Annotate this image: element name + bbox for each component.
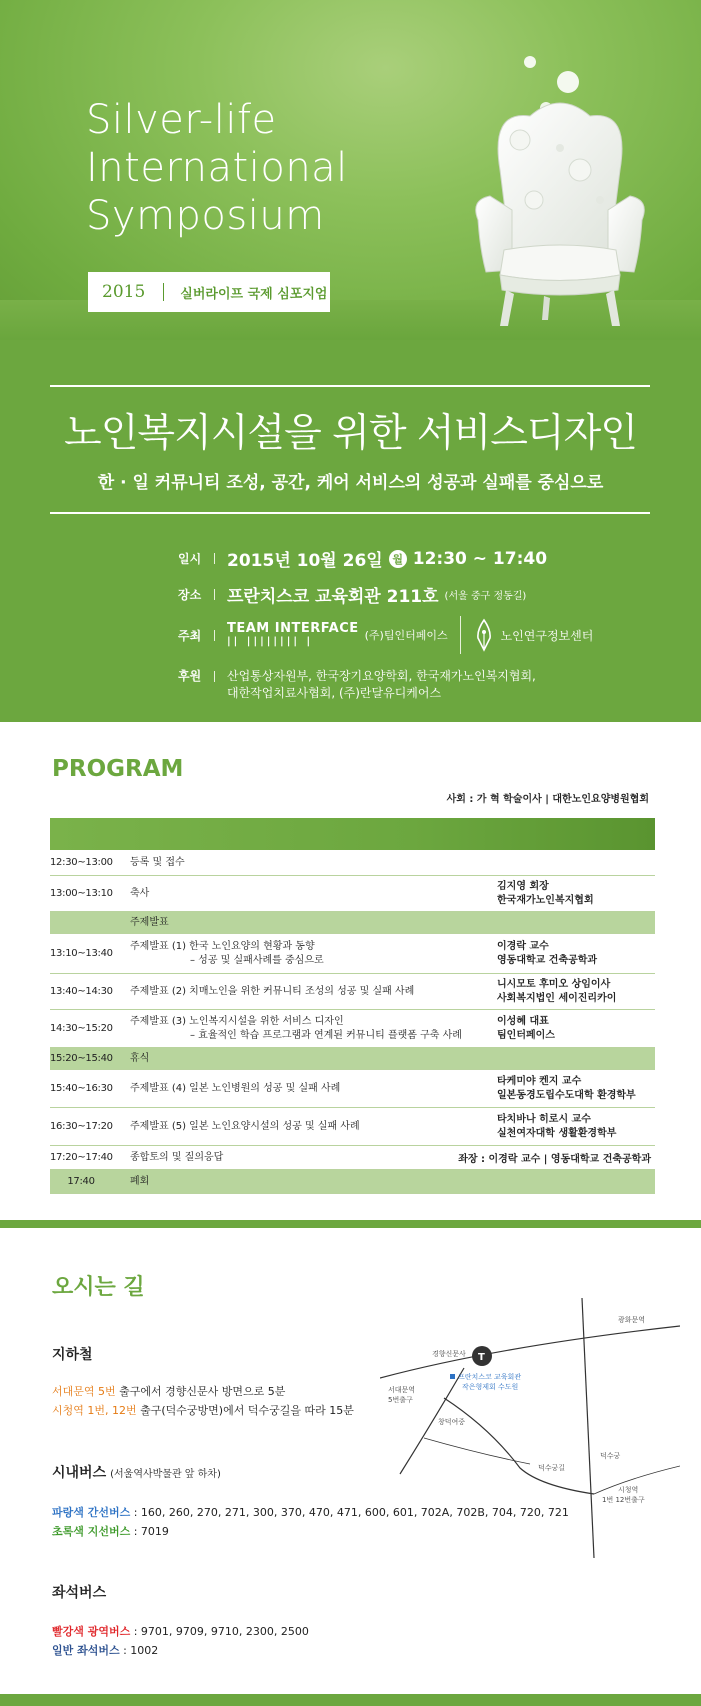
table-row-break bbox=[50, 1048, 655, 1070]
row-content: 폐회 bbox=[130, 1175, 150, 1187]
bus-type: 빨강색 광역버스 bbox=[52, 1625, 131, 1638]
year-divider bbox=[163, 283, 164, 301]
session-chair: 좌장 : 이경락 교수 | 영동대학교 건축공학과 bbox=[458, 1154, 651, 1165]
pen-nib-icon bbox=[473, 618, 495, 652]
table-row bbox=[50, 1108, 655, 1146]
year-badge bbox=[88, 272, 330, 312]
table-row bbox=[50, 1070, 655, 1108]
host-row bbox=[178, 616, 593, 654]
map-label: 덕수궁 bbox=[600, 1452, 621, 1460]
row-speaker bbox=[497, 1015, 555, 1043]
label-bar bbox=[214, 553, 215, 564]
label-bar bbox=[214, 671, 215, 682]
table-row bbox=[50, 850, 655, 876]
row-content: 주제발표 (4) 일본 노인병원의 성공 및 실패 사례 bbox=[130, 1082, 341, 1094]
row-speaker bbox=[497, 1075, 636, 1103]
location-map bbox=[380, 1298, 680, 1558]
hero-title-line: Symposium bbox=[86, 193, 325, 239]
row-content: 주제발표 (2) 치매노인을 위한 커뮤니티 조성의 성공 및 실패 사례 bbox=[130, 985, 415, 997]
map-label: 서대문역 bbox=[388, 1386, 416, 1394]
bus-numbers: : 1002 bbox=[119, 1644, 159, 1657]
section-divider-band bbox=[0, 1220, 701, 1228]
subway-station: 시청역 1번, 12번 bbox=[52, 1404, 137, 1417]
armchair-illustration-icon bbox=[460, 50, 660, 330]
label-bar bbox=[214, 589, 215, 600]
row-time: 15:40~16:30 bbox=[50, 1083, 113, 1094]
row-content: 등록 및 접수 bbox=[130, 856, 185, 868]
moderator: 사회 : 가 혁 학술이사 | 대한노인요양병원협회 bbox=[446, 794, 649, 805]
row-time: 13:40~14:30 bbox=[50, 986, 113, 997]
program-title: PROGRAM bbox=[52, 756, 184, 782]
team-interface-name: TEAM INTERFACE bbox=[227, 620, 359, 636]
map-label: 1번 12번출구 bbox=[602, 1496, 645, 1504]
host-center: 노인연구정보센터 bbox=[500, 628, 594, 643]
time-value: 12:30 ~ 17:40 bbox=[412, 548, 548, 569]
green-bus-line bbox=[52, 1523, 169, 1541]
host-divider bbox=[460, 616, 461, 654]
map-label: 5번출구 bbox=[388, 1396, 413, 1404]
venue-marker-icon: T bbox=[478, 1352, 485, 1363]
bus-numbers: : 160, 260, 270, 271, 300, 370, 470, 471, 600, 601, 702A, 702B, 704, 720, 721 bbox=[130, 1506, 569, 1519]
row-time: 13:00~13:10 bbox=[50, 888, 113, 899]
red-bus-line bbox=[52, 1623, 309, 1641]
bottom-divider bbox=[50, 512, 650, 514]
speaker-affiliation: 영동대학교 건축공학과 bbox=[497, 954, 598, 966]
program-table bbox=[50, 818, 655, 1194]
speaker-affiliation: 팀인터페이스 bbox=[497, 1029, 555, 1041]
map-label: 시청역 bbox=[618, 1486, 639, 1494]
event-title: 노인복지시설을 위한 서비스디자인 bbox=[64, 411, 637, 456]
team-interface-barcode: || |||||||| | bbox=[227, 635, 314, 647]
map-label: 경향신문사 bbox=[432, 1350, 466, 1358]
speaker-name: 이경락 교수 bbox=[497, 940, 549, 952]
event-info-section bbox=[0, 340, 701, 722]
sponsor-line: 대한작업치료사협회, (주)란달유디케어스 bbox=[227, 686, 442, 700]
row-time: 12:30~13:00 bbox=[50, 857, 113, 868]
row-time: 17:40 bbox=[67, 1176, 95, 1187]
subway-heading: 지하철 bbox=[52, 1347, 93, 1363]
city-bus-stop: (서울역사박물관 앞 하차) bbox=[110, 1469, 221, 1480]
sponsor-label: 후원 bbox=[178, 669, 202, 683]
row-time: 17:20~17:40 bbox=[50, 1152, 113, 1163]
date-row bbox=[178, 546, 547, 571]
sponsor-line: 산업통상자원부, 한국장기요양학회, 한국재가노인복지협회, bbox=[227, 669, 536, 683]
bus-type: 파랑색 간선버스 bbox=[52, 1506, 131, 1519]
row-content: 주제발표 bbox=[130, 916, 169, 928]
row-content-sub: – 효율적인 학습 프로그램과 연계된 커뮤니티 플랫폼 구축 사례 bbox=[190, 1029, 462, 1041]
speaker-name: 타치바나 히로시 교수 bbox=[497, 1113, 591, 1125]
bus-numbers: : 7019 bbox=[130, 1525, 169, 1538]
subway-station: 서대문역 5번 bbox=[52, 1385, 116, 1398]
table-row bbox=[50, 1010, 655, 1048]
map-venue-label: 작은형제회 수도원 bbox=[462, 1383, 519, 1391]
subway-route-2 bbox=[52, 1402, 354, 1420]
map-label: 광화문역 bbox=[618, 1316, 646, 1324]
venue-row bbox=[178, 582, 526, 607]
city-bus-heading bbox=[52, 1462, 221, 1482]
speaker-name: 타케미야 켄지 교수 bbox=[497, 1075, 582, 1087]
venue-label: 장소 bbox=[178, 588, 202, 602]
city-bus-title: 시내버스 bbox=[52, 1465, 107, 1481]
row-speaker bbox=[497, 940, 597, 968]
bus-type: 초록색 지선버스 bbox=[52, 1525, 131, 1538]
directions-title: 오시는 길 bbox=[52, 1275, 145, 1300]
subway-route-1 bbox=[52, 1383, 285, 1401]
row-speaker bbox=[497, 978, 616, 1006]
hero-title-line: Silver-life bbox=[86, 97, 277, 143]
sponsor-row bbox=[178, 668, 536, 702]
hero-title-line: International bbox=[86, 145, 348, 191]
speaker-name: 김지영 회장 bbox=[497, 880, 549, 892]
row-content-sub: – 성공 및 실패사례를 중심으로 bbox=[190, 954, 324, 966]
table-row bbox=[50, 1146, 655, 1170]
row-content: 종합토의 및 질의응답 bbox=[130, 1151, 224, 1163]
speaker-affiliation: 일본동경도립수도대학 환경학부 bbox=[497, 1089, 636, 1101]
program-table-header bbox=[50, 818, 655, 850]
row-content: 주제발표 (5) 일본 노인요양시설의 성공 및 실패 사례 bbox=[130, 1120, 360, 1132]
event-subtitle: 한 · 일 커뮤니티 조성, 공간, 케어 서비스의 성공과 실패를 중심으로 bbox=[97, 473, 604, 493]
row-content bbox=[130, 1015, 655, 1043]
map-venue-label: 프란치스코 교육회관 bbox=[458, 1373, 522, 1381]
row-content: 축사 bbox=[130, 887, 150, 899]
team-interface-logo bbox=[227, 620, 359, 648]
date-label: 일시 bbox=[178, 552, 202, 566]
venue-value: 프란치스코 교육회관 211호 bbox=[227, 587, 439, 607]
speaker-name: 니시모토 후미오 상임이사 bbox=[497, 978, 611, 990]
seat-bus-heading: 좌석버스 bbox=[52, 1585, 107, 1601]
row-content: 휴식 bbox=[130, 1052, 150, 1064]
host-label: 주최 bbox=[178, 628, 202, 643]
row-content-main: 주제발표 (1) 한국 노인요양의 현황과 동향 bbox=[130, 940, 315, 952]
bus-type: 일반 좌석버스 bbox=[52, 1644, 120, 1657]
label-bar bbox=[214, 630, 215, 641]
hero-title bbox=[86, 96, 426, 240]
top-divider bbox=[50, 385, 650, 387]
table-row-section bbox=[50, 912, 655, 934]
table-row bbox=[50, 876, 655, 912]
venue-address: (서울 중구 정동길) bbox=[444, 591, 527, 602]
hero-banner bbox=[0, 0, 701, 340]
table-row bbox=[50, 974, 655, 1010]
host-corp: (주)팀인터페이스 bbox=[364, 629, 448, 642]
speaker-affiliation: 한국재가노인복지협회 bbox=[497, 894, 594, 906]
row-speaker bbox=[497, 880, 594, 908]
sponsor-list bbox=[227, 668, 536, 702]
subway-route-text: 출구에서 경향신문사 방면으로 5분 bbox=[115, 1385, 286, 1398]
map-label: 덕수궁길 bbox=[538, 1464, 566, 1472]
speaker-name: 이성혜 대표 bbox=[497, 1015, 549, 1027]
year-text: 2015 bbox=[102, 282, 146, 302]
table-row-closing bbox=[50, 1170, 655, 1194]
speaker-affiliation: 사회복지법인 세이진리카이 bbox=[497, 992, 617, 1004]
subway-route-text: 출구(덕수궁방면)에서 덕수궁길을 따라 15분 bbox=[136, 1404, 354, 1417]
row-time: 15:20~15:40 bbox=[50, 1053, 113, 1064]
row-speaker bbox=[497, 1113, 616, 1141]
speaker-affiliation: 실천여자대학 생활환경학부 bbox=[497, 1127, 617, 1139]
footer-band bbox=[0, 1694, 701, 1706]
date-value: 2015년 10월 26일 bbox=[227, 551, 383, 571]
row-time: 13:10~13:40 bbox=[50, 948, 113, 959]
map-label: 창덕여중 bbox=[438, 1418, 466, 1426]
weekday-badge: 월 bbox=[389, 550, 407, 568]
table-row bbox=[50, 934, 655, 974]
row-time: 14:30~15:20 bbox=[50, 1023, 113, 1034]
general-bus-line bbox=[52, 1642, 158, 1660]
symposium-korean-name: 실버라이프 국제 심포지엄 bbox=[180, 286, 328, 302]
bus-numbers: : 9701, 9709, 9710, 2300, 2500 bbox=[130, 1625, 309, 1638]
row-time: 16:30~17:20 bbox=[50, 1121, 113, 1132]
row-content-main: 주제발표 (3) 노인복지시설을 위한 서비스 디자인 bbox=[130, 1015, 344, 1027]
